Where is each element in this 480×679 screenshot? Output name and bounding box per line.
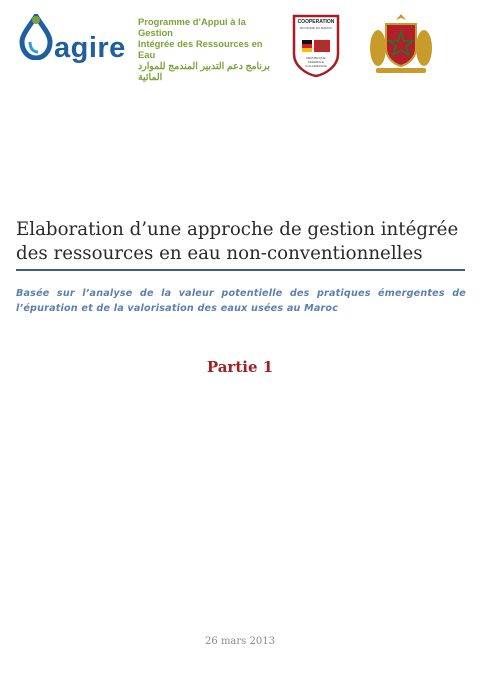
cooperation-label: COOPERATION [297, 19, 335, 25]
programme-line-1: Programme d’Appui à la Gestion [138, 16, 246, 38]
document-title: Elaboration d’une approche de gestion intégrée des ressources en eau non-conventionnelles [16, 219, 459, 264]
cooperation-sub-2: REPUBLIQUE FEDERALE D’ALLEMAGNE [305, 56, 327, 68]
cooperation-logo [292, 14, 340, 78]
agire-wordmark: agire [54, 32, 126, 64]
document-date: 26 mars 2013 [205, 636, 275, 647]
programme-line-2: Intégrée des Ressources en Eau [138, 38, 263, 60]
programme-arabic: برنامج دعم التدبير المندمج للموارد المائية [138, 60, 270, 82]
cooperation-sub-1: ROYAUME DU MAROC [299, 26, 333, 30]
water-drop-icon [16, 14, 56, 60]
title-divider [16, 269, 465, 271]
programme-label [138, 16, 276, 82]
document-subtitle: Basée sur l’analyse de la valeur potentielle des pratiques émergentes de l’épuration et de la valorisation des eaux usées au Maroc [16, 288, 466, 314]
agire-logo [16, 14, 128, 64]
coat-of-arms [368, 10, 434, 76]
moroccan-coat-of-arms-icon [368, 10, 434, 76]
part-heading: Partie 1 [206, 358, 274, 376]
